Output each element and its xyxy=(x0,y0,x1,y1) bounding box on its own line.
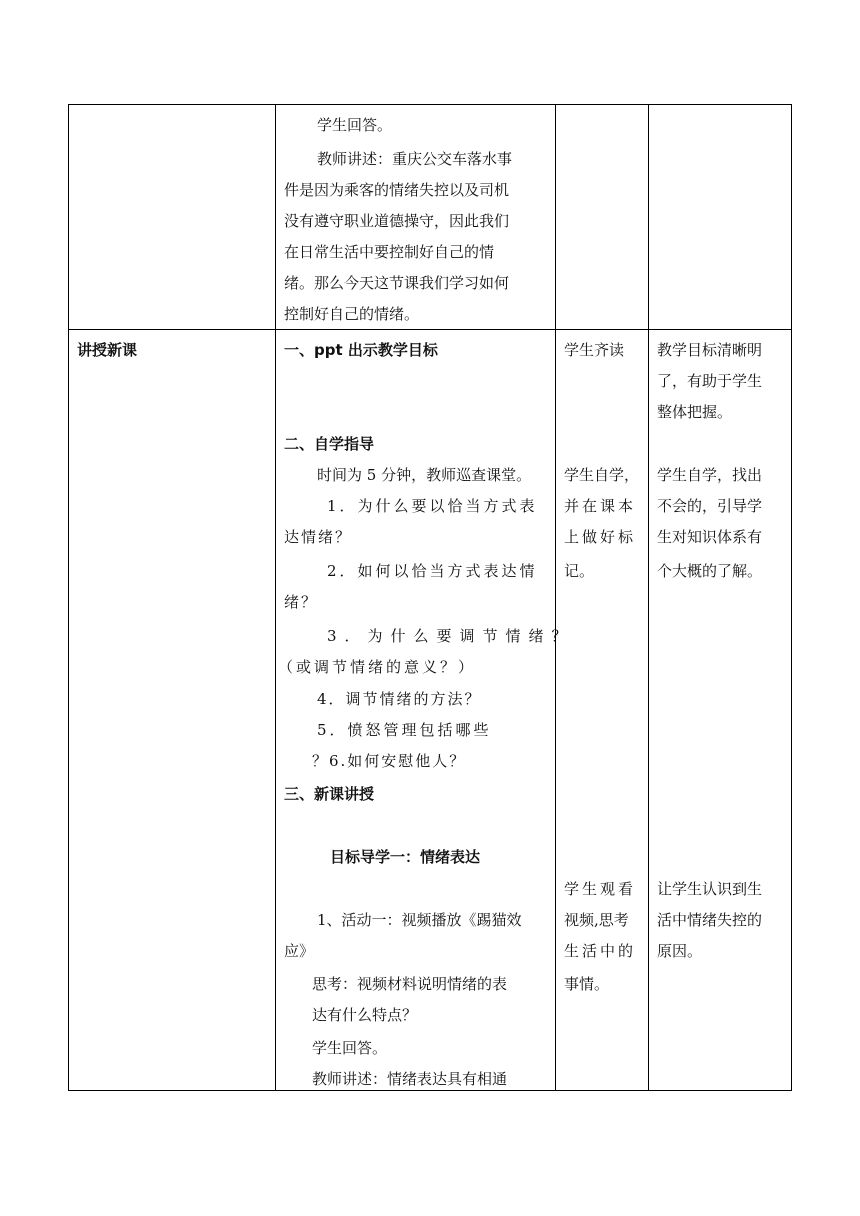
content-line: 教师讲述：情绪表达具有相通 xyxy=(312,1070,508,1088)
table-left-border xyxy=(68,104,69,1090)
content-line: 思考：视频材料说明情绪的表 xyxy=(312,975,508,993)
intent-line: 了，有助于学生 xyxy=(657,372,763,390)
question-line: 绪？ xyxy=(284,593,319,611)
table-top-border xyxy=(68,104,792,105)
intent-line: 教学目标清晰明 xyxy=(657,341,763,359)
heading-self-study: 二、自学指导 xyxy=(284,435,375,453)
question-line: 3．为什么要调节情绪？ xyxy=(327,627,575,645)
content-line: 在日常生活中要控制好自己的情 xyxy=(284,243,495,261)
content-line: 应》 xyxy=(284,942,315,960)
content-line: 达有什么特点？ xyxy=(312,1006,418,1024)
intent-line: 不会的，引导学 xyxy=(657,497,763,515)
intent-line: 原因。 xyxy=(657,942,703,960)
intent-line: 学生自学，找出 xyxy=(657,466,763,484)
question-line: 5．愤怒管理包括哪些 xyxy=(317,721,492,739)
student-activity-line: 记。 xyxy=(564,562,595,580)
section-label: 讲授新课 xyxy=(77,341,138,359)
intent-line: 生对知识体系有 xyxy=(657,528,763,546)
content-line: 1、活动一：视频播放《踢猫效 xyxy=(317,911,522,929)
intent-line: 活中情绪失控的 xyxy=(657,911,763,929)
row-divider xyxy=(68,329,792,330)
student-activity-line: 生活中的 xyxy=(564,942,637,960)
question-line: 1．为什么要以恰当方式表 xyxy=(327,497,538,515)
table-right-border xyxy=(791,104,792,1090)
content-line: 绪。那么今天这节课我们学习如何 xyxy=(284,274,510,292)
question-line: ？6.如何安慰他人？ xyxy=(312,752,467,770)
column-divider-2 xyxy=(555,104,556,1090)
content-line: 时间为 5 分钟，教师巡查课堂。 xyxy=(317,466,532,484)
question-line: 2．如何以恰当方式表达情 xyxy=(327,562,538,580)
column-divider-1 xyxy=(275,104,276,1090)
table-bottom-border xyxy=(68,1090,792,1091)
heading-teaching-goals: 一、ppt 出示教学目标 xyxy=(284,341,438,359)
student-activity-line: 学生齐读 xyxy=(564,341,625,359)
column-divider-3 xyxy=(648,104,649,1090)
heading-goal-one: 目标导学一：情绪表达 xyxy=(330,848,481,866)
content-line: 学生回答。 xyxy=(317,116,393,134)
student-activity-line: 上做好标 xyxy=(564,528,637,546)
student-activity-line: 学生自学， xyxy=(564,466,640,484)
intent-line: 让学生认识到生 xyxy=(657,880,763,898)
student-activity-line: 视频,思考 xyxy=(564,911,629,929)
content-line: 件是因为乘客的情绪失控以及司机 xyxy=(284,181,510,199)
student-activity-line: 并在课本 xyxy=(564,497,637,515)
student-activity-line: 事情。 xyxy=(564,975,610,993)
student-activity-line: 学生观看 xyxy=(564,880,637,898)
question-line: 4．调节情绪的方法？ xyxy=(317,690,482,708)
content-line: 控制好自己的情绪。 xyxy=(284,305,420,323)
question-line: （或调节情绪的意义？） xyxy=(278,658,477,676)
heading-new-lesson: 三、新课讲授 xyxy=(284,785,375,803)
content-line: 教师讲述：重庆公交车落水事 xyxy=(317,150,513,168)
intent-line: 整体把握。 xyxy=(657,403,733,421)
content-line: 没有遵守职业道德操守，因此我们 xyxy=(284,212,510,230)
intent-line: 个大概的了解。 xyxy=(657,562,763,580)
question-line: 达情绪？ xyxy=(284,528,353,546)
content-line: 学生回答。 xyxy=(312,1039,388,1057)
